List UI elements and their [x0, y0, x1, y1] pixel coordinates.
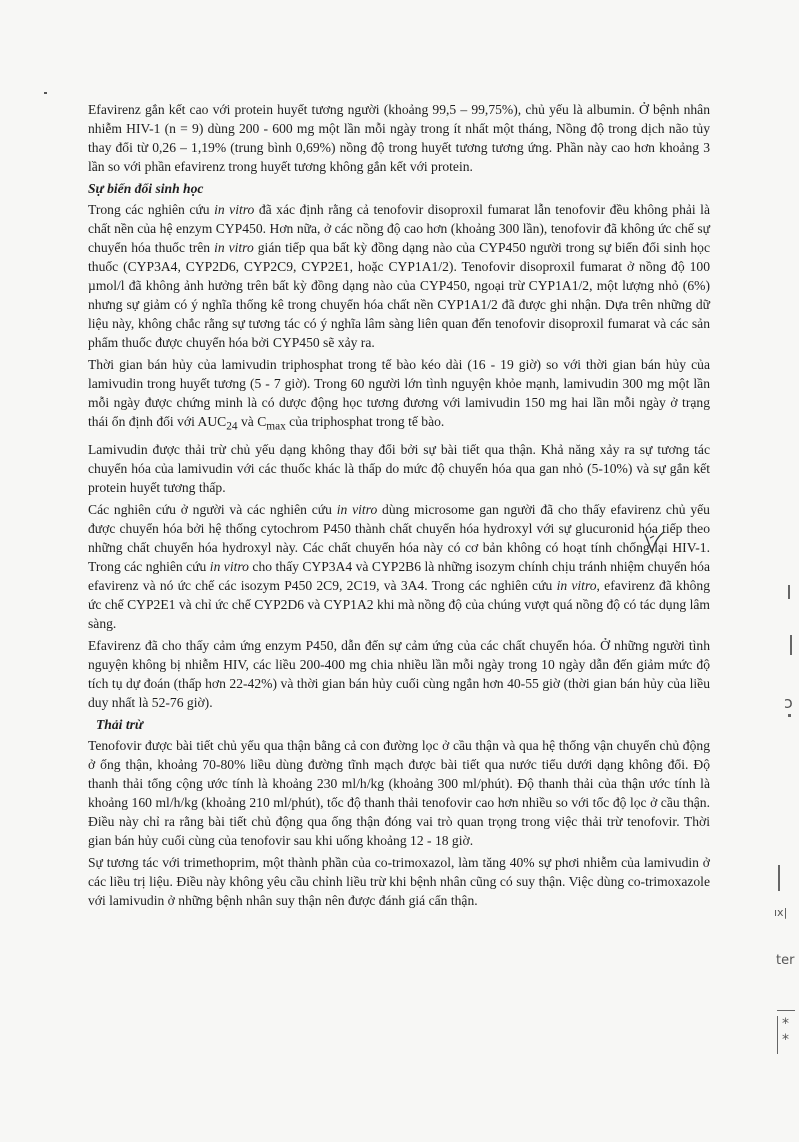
- margin-mark: *: [782, 1032, 789, 1048]
- subscript: max: [266, 420, 286, 433]
- text: của triphosphat trong tế bào.: [285, 414, 445, 429]
- paragraph-efavirenz-metabolism: [88, 500, 710, 633]
- edge-mark: [788, 585, 790, 599]
- margin-mark: ıx|: [774, 906, 788, 919]
- italic-in-vitro: in vitro: [209, 558, 249, 574]
- edge-mark: [788, 714, 791, 717]
- text: đã xác định rằng cả tenofovir disoproxil fumarat lẫn tenofovir đều không phải là chất nền của hệ enzym CYP450. Hơn nữa, ở các nồng độ cao hơn (khoảng 300 lần), tenofovir đã không ức chế sự chuyển hóa thuốc trên: [88, 202, 710, 255]
- paragraph-tenofovir-excretion: Tenofovir được bài tiết chủ yếu qua thận bằng cả con đường lọc ở cầu thận và qua hệ thống vận chuyển chủ động ở ống thận, khoảng 70-80% liều dùng đường tĩnh mạch được bài tiết qua nước tiểu dưới dạng không đổi. Độ thanh thải tổng cộng ước tính là khoảng 230 ml/h/kg (khoảng 300 ml/phút). Độ thanh thải của thận ước tính là khoảng 160 ml/h/kg (khoảng 210 ml/phút), tốc độ thanh thải tenofovir cao hơn nhiều so với tốc độ lọc ở cầu thận. Điều này chỉ ra rằng bài tiết chủ động qua ống thận đóng vai trò quan trọng trong việc thải trừ tenofovir. Thời gian bán hủy cuối cùng của tenofovir sau khi uống khoảng 12 - 18 giờ.: [88, 737, 710, 848]
- paragraph-tenofovir-cyp450: [88, 200, 710, 352]
- italic-in-vitro: in vitro: [556, 577, 597, 593]
- document-body: [88, 100, 710, 913]
- text: , efavirenz đã không ức chế CYP2E1 và chỉ ức chế CYP2D6 và CYP1A2 khi mà nồng độ của chúng vượt quá nồng độ có tác dụng lâm sàng.: [88, 577, 711, 631]
- edge-mark: [777, 1016, 778, 1054]
- margin-mark: ɔ: [784, 693, 793, 712]
- paragraph-trimethoprim-interaction: Sự tương tác với trimethoprim, một thành phần của co-trimoxazol, làm tăng 40% sự phơi nhiễm của lamivudin ở các liều trị liệu. Điều này không yêu cầu chỉnh liều trừ khi bệnh nhân cũng có suy thận. Việc dùng co-trimoxazole với lamivudin ở những bệnh nhân suy thận nên được đánh giá cẩn thận.: [88, 854, 710, 908]
- handwritten-initial-icon: [642, 530, 668, 556]
- text: Các nghiên cứu ở người và các nghiên cứu: [88, 501, 337, 517]
- text: dùng microsome gan người đã cho thấy efavirenz chủ yếu được chuyển hóa bởi hệ thống cytochrom P450 thành chất chuyển hóa hydroxyl với sự glucuronid hóa tiếp theo những chất chuyển hóa hydroxyl này. Các chất chuyển hóa này có cơ bản không có hoạt tính chống lại HIV-1. Trong các nghiên cứu: [88, 501, 710, 574]
- text: Trong các nghiên cứu: [88, 202, 215, 217]
- heading-biotransformation: Sự biến đổi sinh học: [88, 181, 204, 196]
- subscript: 24: [226, 420, 238, 433]
- italic-in-vitro: in vitro: [214, 240, 254, 255]
- margin-mark: ter: [776, 953, 795, 968]
- italic-in-vitro: in vitro: [336, 501, 378, 517]
- text: cho thấy CYP3A4 và CYP2B6 là những isozym chính chịu tránh nhiệm chuyển hóa efavirenz và nó ức chế các isozym P450 2C9, 2C19, và 3A4. Trong các nghiên cứu: [88, 558, 710, 593]
- margin-mark: *: [782, 1016, 789, 1032]
- scan-speck: [44, 92, 47, 94]
- text: Thời gian bán hủy của lamivudin triphosphat trong tế bào kéo dài (16 - 19 giờ) so với thời gian bán hủy của lamivudin trong huyết tương (5 - 7 giờ). Trong 60 người lớn tình nguyện khỏe mạnh, lamivudin 300 mg một lần mỗi ngày được chứng minh là có dược động học tương đương với lamivudin 150 mg hai lần mỗi ngày ở trạng thái ổn định đối với AUC: [88, 357, 710, 429]
- edge-mark: [777, 1010, 795, 1011]
- text: gián tiếp qua bất kỳ đồng dạng nào của CYP450 người trong sự biến đổi sinh học thuốc (CYP3A4, CYP2D6, CYP2C9, CYP2E1, hoặc CYP1A1/2). Tenofovir disoproxil fumarat ở nồng độ 100 µmol/l đã không ảnh hưởng trên bất kỳ đồng dạng nào của CYP450, ngoại trừ CYP1A1/2, một lượng nhỏ (6%) nhưng sự giảm có ý nghĩa thống kê trong chuyển hóa chất nền CYP1A1/2 đã được ghi nhận. Dựa trên những dữ liệu này, không chắc rằng sự tương tác có ý nghĩa lâm sàng liên quan đến tenofovir disoproxil fumarat và các sản phẩm thuốc được chuyển hóa bởi CYP450 sẽ xảy ra.: [88, 240, 711, 350]
- italic-in-vitro: in vitro: [214, 202, 255, 217]
- heading-elimination: Thải trừ: [96, 716, 144, 732]
- paragraph-efavirenz-induction: Efavirenz đã cho thấy cảm ứng enzym P450, dẫn đến sự cảm ứng của các chất chuyển hóa. Ở những người tình nguyện không bị nhiễm HIV, các liều 200-400 mg chia nhiều lần mỗi ngày trong 10 ngày dẫn đến giảm mức độ tích tụ dự đoán (thấp hơn 22-42%) và thời gian bán hủy cuối cùng ngắn hơn 40-55 giờ (thời gian bán hủy của liều duy nhất là 52-76 giờ).: [88, 637, 710, 710]
- paragraph-lamivudin-elimination: Lamivudin được thải trừ chủ yếu dạng không thay đổi bởi sự bài tiết qua thận. Khả năng xảy ra sự tương tác chuyển hóa của lamivudin với các thuốc khác là thấp do mức độ chuyển hóa qua gan nhỏ (5-10%) và sự gắn kết protein huyết tương thấp.: [88, 441, 710, 495]
- edge-mark: [790, 635, 792, 655]
- edge-mark: [778, 865, 780, 891]
- text: và C: [237, 414, 267, 429]
- paragraph-lamivudin-halflife: [88, 355, 710, 437]
- paragraph-efavirenz-binding: Efavirenz gắn kết cao với protein huyết tương người (khoảng 99,5 – 99,75%), chủ yếu là albumin. Ở bệnh nhân nhiễm HIV-1 (n = 9) dùng 200 - 600 mg một lần mỗi ngày trong ít nhất một tháng, Nồng độ trong dịch não tủy thay đổi từ 0,26 – 1,19% (trung bình 0,69%) nồng độ trong huyết tương tương ứng. Phần này cao hơn khoảng 3 lần so với phần efavirenz trong huyết tương không gắn kết với protein.: [88, 102, 710, 174]
